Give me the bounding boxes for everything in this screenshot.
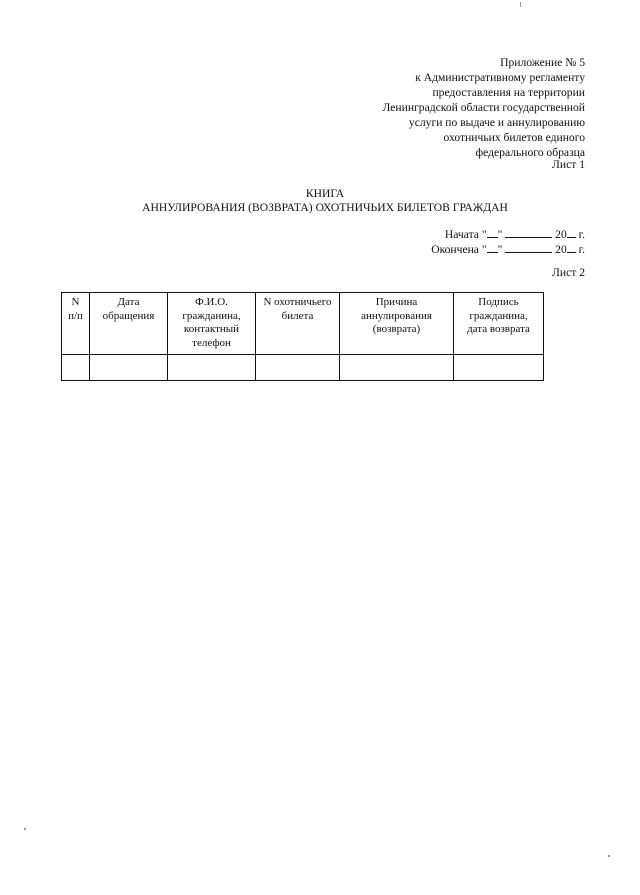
column-header-citizen-name: Ф.И.О. гражданина, контактный телефон (168, 293, 256, 355)
year-blank (567, 227, 576, 238)
year-suffix: г. (578, 243, 585, 256)
started-date-row (431, 227, 585, 242)
table-cell (62, 355, 90, 381)
appendix-line: охотничьих билетов единого (443, 131, 585, 144)
appendix-line: Ленинградской области государственной (382, 101, 585, 114)
table-row (62, 355, 544, 381)
appendix-line: Приложение № 5 (500, 56, 585, 69)
year-prefix: 20 (555, 228, 567, 241)
column-header-reason: Причина аннулирования (возврата) (340, 293, 454, 355)
year-prefix: 20 (555, 243, 567, 256)
table-cell (90, 355, 168, 381)
register-table (61, 292, 544, 381)
appendix-header (382, 55, 585, 160)
appendix-line: услуги по выдаче и аннулированию (408, 116, 585, 129)
year-suffix: г. (578, 228, 585, 241)
month-blank (505, 227, 552, 238)
appendix-line: предоставления на территории (432, 86, 585, 99)
sheet-1-label: Лист 1 (552, 158, 585, 171)
month-blank (505, 242, 552, 253)
scan-speck (520, 2, 521, 7)
table-cell (454, 355, 544, 381)
ended-label: Окончена (431, 243, 479, 256)
book-title (0, 187, 640, 215)
book-dates (431, 227, 585, 257)
column-header-ticket-number: N охотничьего билета (256, 293, 340, 355)
day-blank (487, 227, 498, 238)
appendix-line: федерального образца (475, 146, 585, 159)
column-header-number: N п/п (62, 293, 90, 355)
book-title-line-2: АННУЛИРОВАНИЯ (ВОЗВРАТА) ОХОТНИЧЬИХ БИЛЕТОВ ГРАЖДАН (142, 201, 508, 214)
table-cell (340, 355, 454, 381)
scan-speck (24, 828, 26, 830)
table-header-row (62, 293, 544, 355)
column-header-request-date: Дата обращения (90, 293, 168, 355)
sheet-2-label: Лист 2 (552, 266, 585, 279)
scan-speck (608, 855, 610, 857)
quote-open: " (481, 243, 487, 256)
year-blank (567, 242, 576, 253)
day-blank (487, 242, 498, 253)
quote-close: " (497, 243, 503, 256)
quote-close: " (497, 228, 503, 241)
column-header-signature: Подпись гражданина, дата возврата (454, 293, 544, 355)
table-cell (256, 355, 340, 381)
table-cell (168, 355, 256, 381)
appendix-line: к Административному регламенту (415, 71, 585, 84)
quote-open: " (481, 228, 487, 241)
ended-date-row (431, 242, 585, 257)
book-title-line-1: КНИГА (305, 187, 345, 200)
started-label: Начата (444, 228, 479, 241)
